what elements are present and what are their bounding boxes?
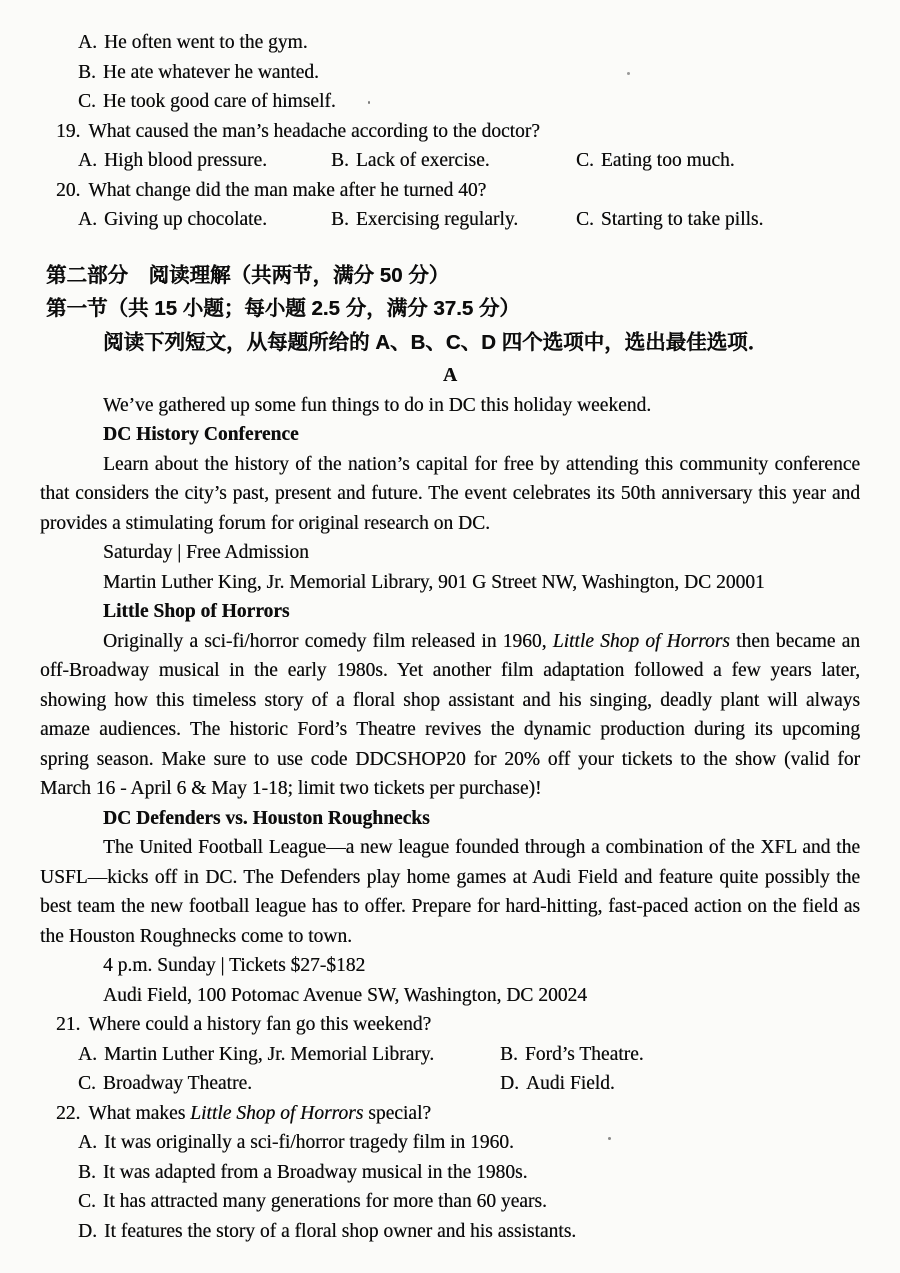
option-label: B. [500,1043,518,1065]
option-text: Eating too much. [600,150,735,171]
question-22-stem [56,1099,860,1129]
option-text: He ate whatever he wanted. [102,61,319,83]
option-label: B. [78,61,96,83]
q19-option-c [576,146,860,176]
subsection-title: 第一节（共 15 小题；每小题 2.5 分，满分 37.5 分） [46,297,520,320]
question-number: 19. [56,120,81,142]
option-label: C. [78,1191,96,1212]
option-label: A. [78,1043,97,1065]
option-label: C. [576,209,594,230]
option-label: C. [576,150,594,171]
q22-option-c [78,1187,860,1217]
event-1-title: DC History Conference [103,424,299,445]
q18-option-c [78,87,860,117]
option-text: Lack of exercise. [355,150,490,171]
event-3-body: The United Football League—a new league founded through a combination of the XFL and the USFL—kicks off in DC. The Defenders play home games at Audi Field and feature quite possibly the best team the new football league has to offer. Prepare for hard-hitting, fast-paced action on the field as the Houston Roughnecks come to town. [40,837,860,947]
part-title: 第二部分 阅读理解（共两节，满分 50 分） [46,263,450,287]
italic-title: Little Shop of Horrors [190,1102,364,1124]
event-3-title: DC Defenders vs. Houston Roughnecks [103,807,430,829]
option-label: B. [331,150,349,171]
option-text: Broadway Theatre. [102,1073,252,1094]
q20-option-b [331,205,576,235]
body-text: Originally a sci-fi/horror comedy film released in 1960, [103,630,553,652]
body-text: then became an off-Broadway musical in the early 1980s. Yet another film adaptation followed a few years later, showing how this timeless story of a floral shop assistant and his singing, deadly plant will always amaze audiences. The historic Ford’s Theatre revives the dynamic production during its upcoming spring season. Make sure to use code DDCSHOP20 for 20% off your tickets to the show (valid for March 16 - April 6 & May 1-18; limit two tickets per purchase)! [40,630,860,799]
q19-option-a [78,146,331,176]
q21-option-b [500,1040,860,1070]
question-number: 22. [56,1102,81,1124]
option-label: A. [78,1132,97,1153]
passage-a [40,391,860,1011]
question-21-options-row-2 [78,1069,860,1099]
instructions: 阅读下列短文，从每题所给的 A、B、C、D 四个选项中，选出最佳选项． [103,330,769,354]
q20-option-c [576,205,860,235]
option-label: A. [78,150,97,171]
q22-option-d [78,1217,860,1247]
question-19-stem [56,117,860,147]
option-text: It was adapted from a Broadway musical in the 1980s. [102,1161,528,1183]
question-text: What makes [88,1102,191,1124]
option-text: He often went to the gym. [103,32,308,53]
question-20-options [78,205,860,235]
option-text: High blood pressure. [103,150,267,171]
option-text: Exercising regularly. [355,209,519,230]
option-label: B. [331,209,349,230]
option-text: It has attracted many generations for more than 60 years. [102,1191,547,1212]
italic-title: Little Shop of Horrors [552,630,730,652]
option-label: C. [78,91,96,112]
q20-option-a [78,205,331,235]
question-number: 20. [56,179,81,201]
passage-label: A [442,365,458,386]
scan-speck [368,101,370,104]
question-text: Where could a history fan go this weekend? [88,1014,432,1035]
passage-intro: We’ve gathered up some fun things to do in DC this holiday weekend. [103,394,652,416]
q18-option-b [78,58,860,88]
option-label: A. [78,209,97,230]
question-text: special? [363,1102,432,1124]
event-2-title: Little Shop of Horrors [103,601,290,622]
q21-option-a [78,1040,500,1070]
q18-option-a [78,28,860,58]
option-text: It was originally a sci-fi/horror tragedy film in 1960. [103,1132,514,1153]
option-text: Martin Luther King, Jr. Memorial Library. [103,1043,435,1065]
question-21-stem [56,1010,860,1040]
question-text: What caused the man’s headache according to the doctor? [88,120,540,142]
option-text: He took good care of himself. [102,91,336,112]
option-text: Audi Field. [525,1073,615,1094]
section-2-header [46,259,860,360]
reading-questions [40,1010,860,1246]
q19-option-b [331,146,576,176]
event-1-info-1: Saturday | Free Admission [103,542,309,563]
question-21-options-row-1 [78,1040,860,1070]
option-text: Ford’s Theatre. [524,1043,644,1065]
question-text: What change did the man make after he turned 40? [88,179,487,201]
scan-speck [627,72,630,75]
event-3-info-2: Audi Field, 100 Potomac Avenue SW, Washington, DC 20024 [103,984,587,1006]
option-text: Starting to take pills. [600,209,764,230]
option-label: D. [78,1220,97,1242]
option-label: C. [78,1073,96,1094]
event-1-info-2: Martin Luther King, Jr. Memorial Library, 901 G Street NW, Washington, DC 20001 [103,571,765,593]
option-label: D. [500,1073,519,1094]
option-label: B. [78,1161,96,1183]
question-19-options [78,146,860,176]
scan-speck [608,1137,611,1140]
option-text: Giving up chocolate. [103,209,267,230]
event-1-body: Learn about the history of the nation’s capital for free by attending this community conference that considers the city’s past, present and future. The event celebrates its 50th anniversary this year and provides a stimulating forum for original research on DC. [40,453,860,534]
option-label: A. [78,32,97,53]
q22-option-a [78,1128,860,1158]
q21-option-d [500,1069,860,1099]
question-20-stem [56,176,860,206]
event-2-body [40,627,860,804]
q21-option-c [78,1069,500,1099]
event-3-info-1: 4 p.m. Sunday | Tickets $27-$182 [103,955,366,976]
option-text: It features the story of a floral shop owner and his assistants. [103,1220,577,1242]
q22-option-b [78,1158,860,1188]
question-number: 21. [56,1014,81,1035]
